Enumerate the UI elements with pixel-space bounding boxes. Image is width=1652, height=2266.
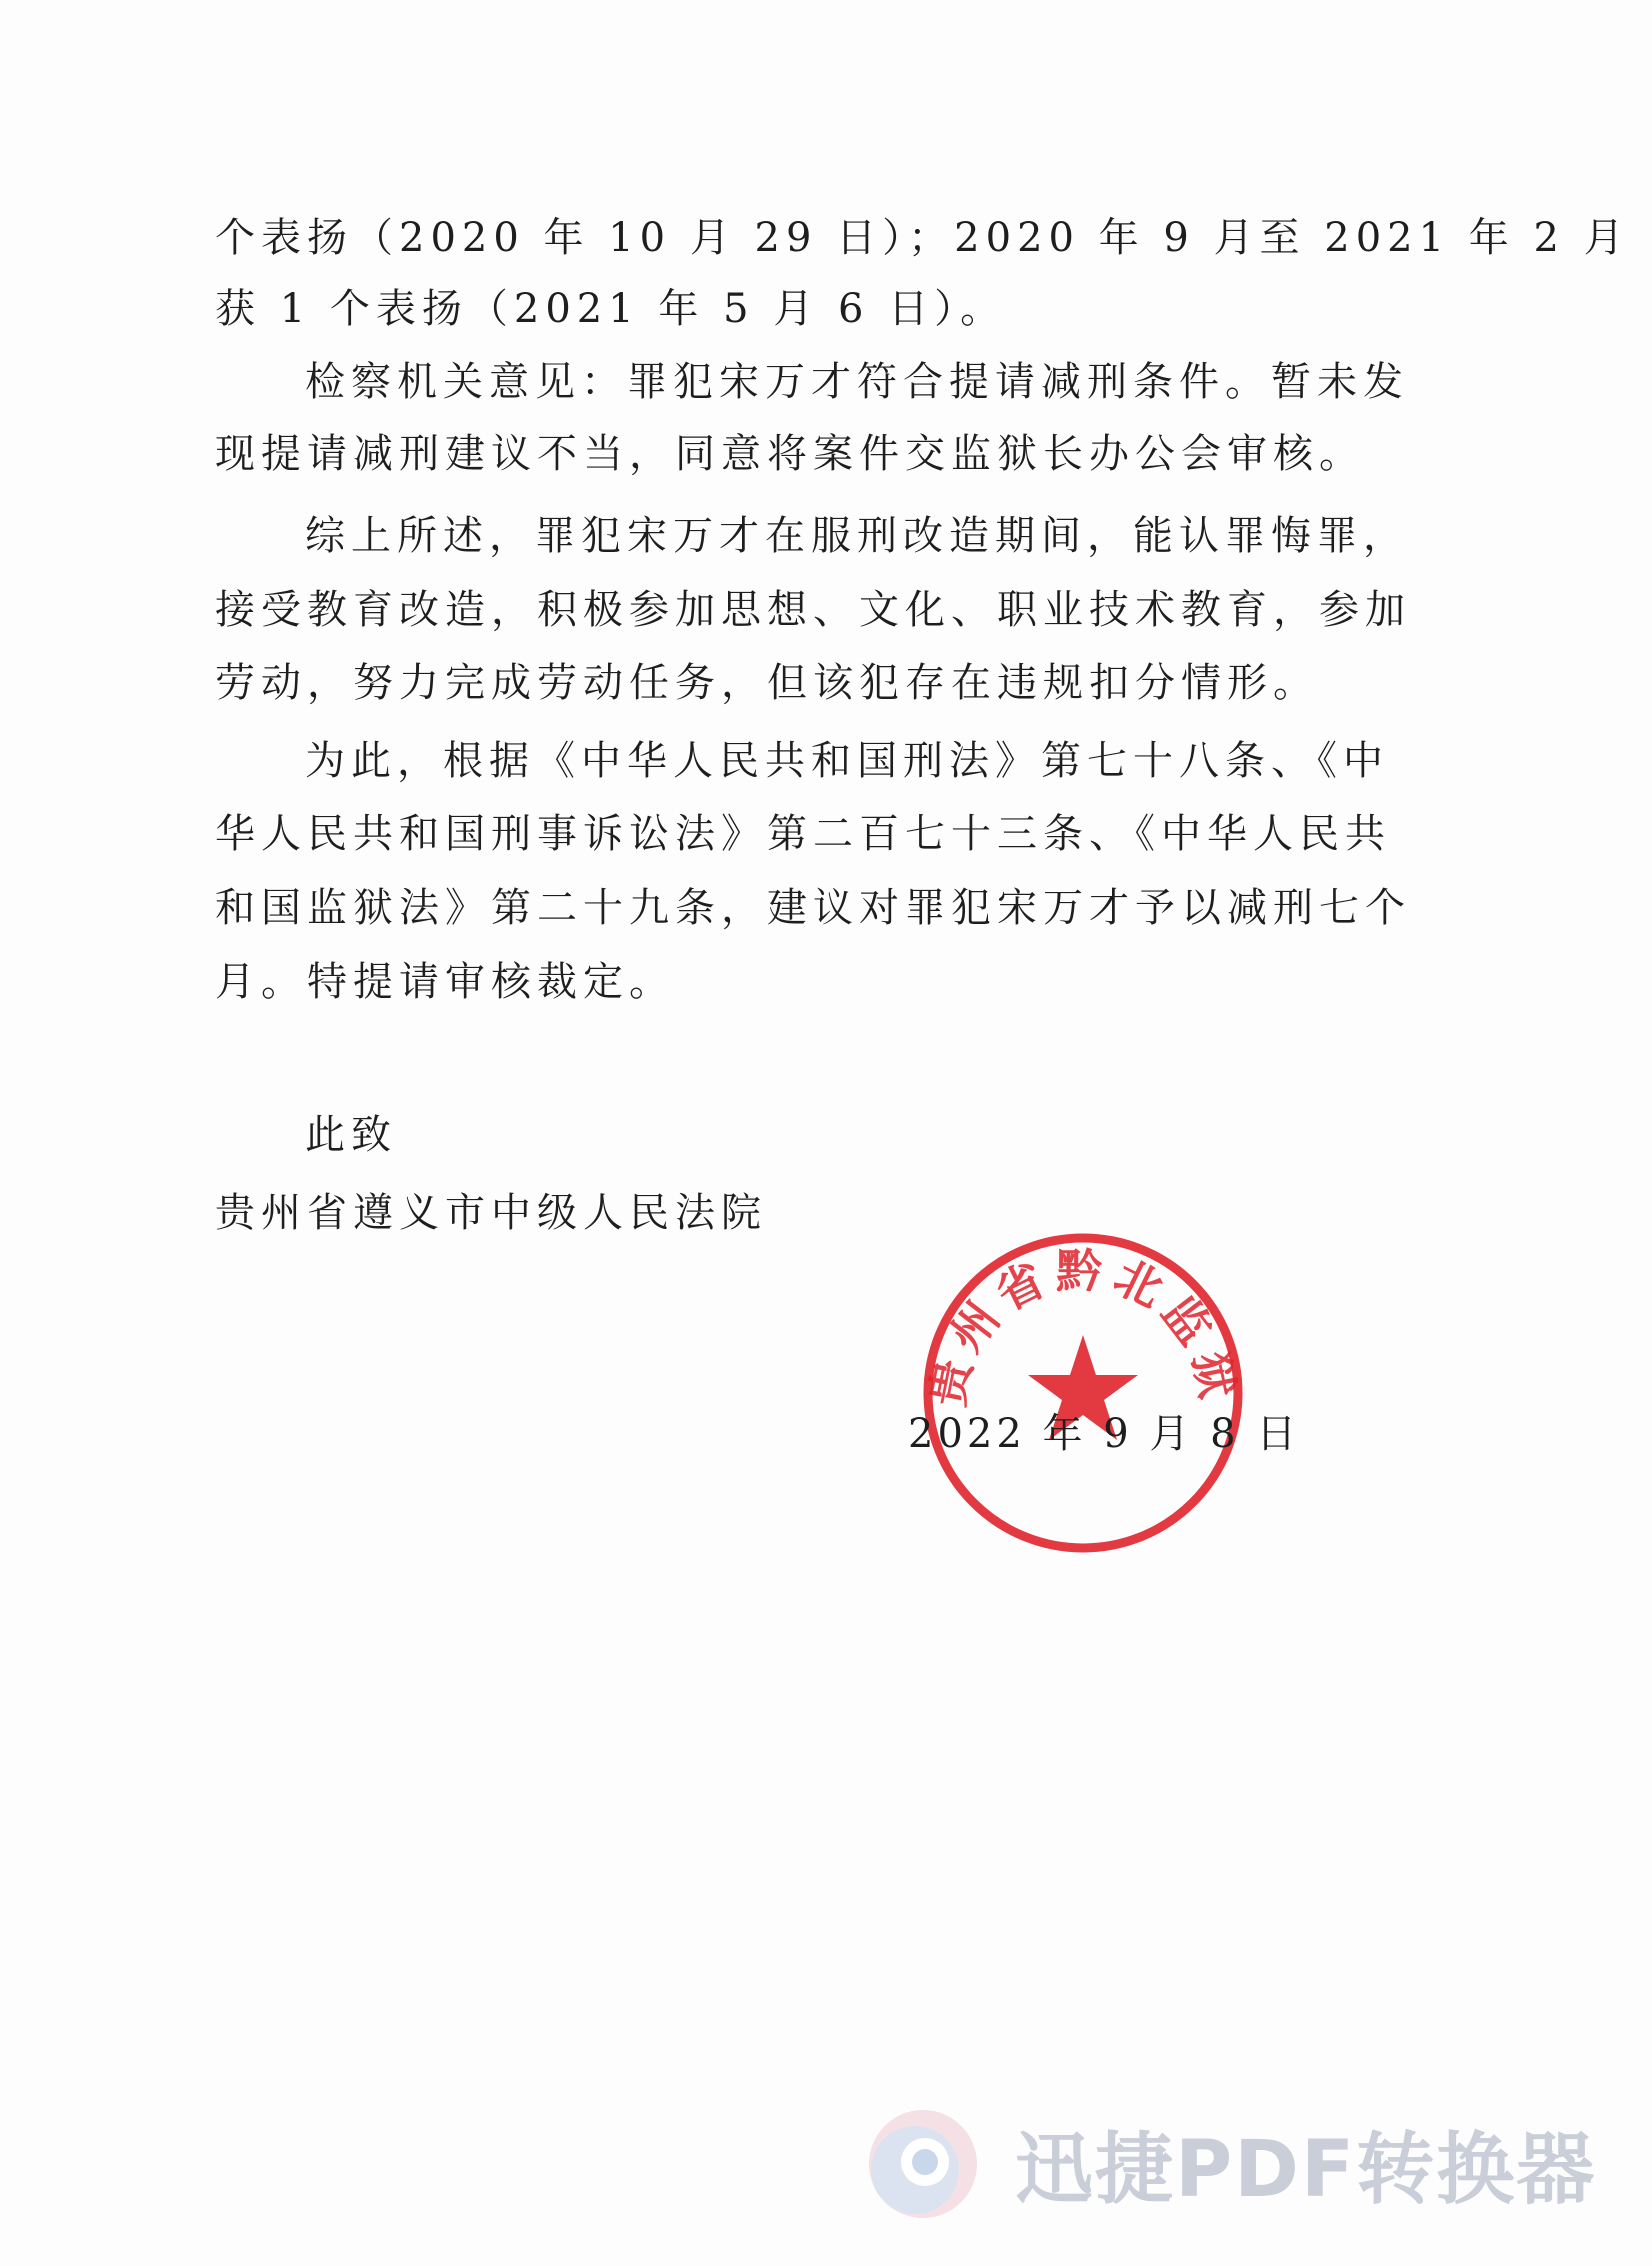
seal-text: 贵州省黔北监狱 (919, 1244, 1247, 1411)
body-line-5: 综上所述，罪犯宋万才在服刑改造期间，能认罪悔罪， (305, 513, 1409, 559)
body-line-3: 检察机关意见：罪犯宋万才符合提请减刑条件。暂未发 (305, 359, 1409, 405)
body-line-4: 现提请减刑建议不当，同意将案件交监狱长办公会审核。 (215, 431, 1365, 477)
body-line-7: 劳动，努力完成劳动任务，但该犯存在违规扣分情形。 (215, 660, 1319, 706)
closing-salutation: 此致 (305, 1112, 397, 1158)
watermark-text: 迅捷PDF转换器 (1015, 2125, 1597, 2215)
official-seal-stamp (915, 1225, 1251, 1561)
document-date: 2022 年 9 月 8 日 (908, 1411, 1301, 1457)
recipient-court: 贵州省遵义市中级人民法院 (215, 1190, 767, 1236)
converter-watermark (855, 2100, 1625, 2240)
body-line-8: 为此，根据《中华人民共和国刑法》第七十八条、《中 (305, 738, 1389, 784)
pdf-converter-logo-icon (855, 2100, 985, 2230)
body-line-9: 华人民共和国刑事诉讼法》第二百七十三条、《中华人民共 (215, 811, 1391, 857)
body-line-2: 获 1 个表扬（2021 年 5 月 6 日）。 (215, 286, 1007, 332)
body-line-11: 月。特提请审核裁定。 (215, 959, 675, 1005)
body-line-10: 和国监狱法》第二十九条，建议对罪犯宋万才予以减刑七个 (215, 885, 1411, 931)
body-line-1: 个表扬（2020 年 10 月 29 日）；2020 年 9 月至 2021 年 2 月 (215, 215, 1630, 261)
body-line-6: 接受教育改造，积极参加思想、文化、职业技术教育，参加 (215, 587, 1411, 633)
